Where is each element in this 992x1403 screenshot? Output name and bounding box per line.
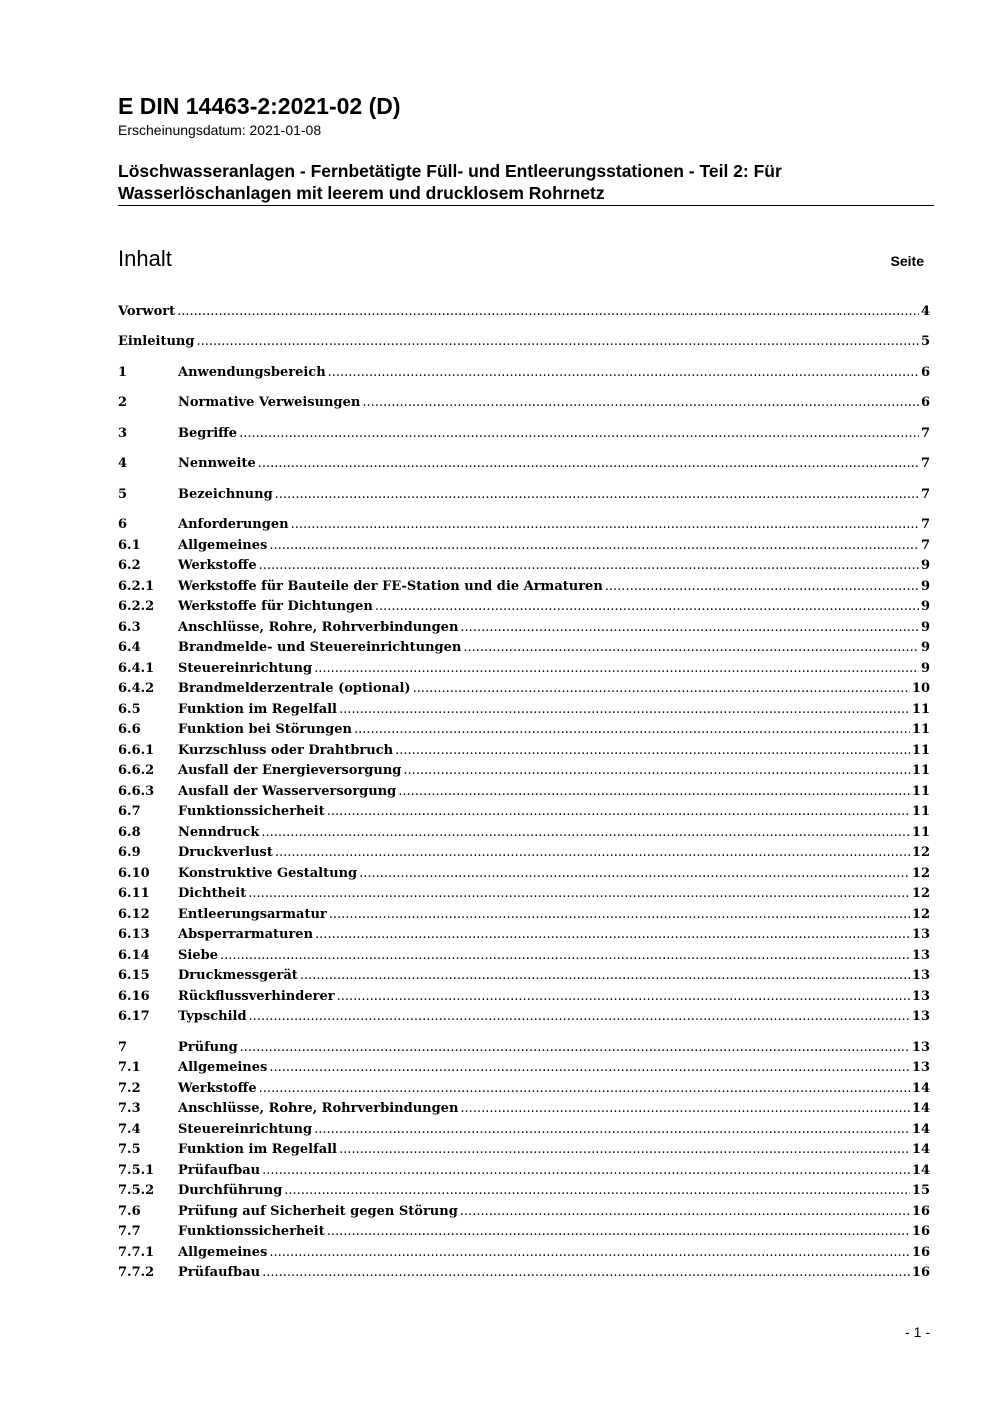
toc-entry-label: Prüfaufbau <box>178 1163 261 1178</box>
toc-entry-number: 7.6 <box>118 1204 141 1219</box>
toc-entry-number: 6.9 <box>118 845 141 860</box>
toc-dot-leader <box>300 966 910 986</box>
page-number: - 1 - <box>905 1324 930 1340</box>
toc-dot-leader <box>249 1007 910 1027</box>
toc-entry-number: 6 <box>118 517 128 532</box>
toc-dot-leader <box>314 659 919 679</box>
toc-dot-leader <box>398 782 910 802</box>
toc-entry-label: Ausfall der Wasserversorgung <box>178 784 397 799</box>
toc-entry[interactable] <box>118 1099 930 1119</box>
toc-entry-label: Prüfung auf Sicherheit gegen Störung <box>178 1204 458 1219</box>
toc-entry[interactable] <box>118 1058 930 1078</box>
toc-entry-page: 11 <box>911 825 930 840</box>
toc-dot-leader <box>460 1099 909 1119</box>
toc-dot-leader <box>262 1161 910 1181</box>
toc-entry-page: 15 <box>911 1183 930 1198</box>
toc-dot-leader <box>220 946 910 966</box>
toc-entry-number: 6.10 <box>118 866 150 881</box>
toc-entry[interactable] <box>118 1079 930 1099</box>
toc-entry-number: 6.6.2 <box>118 763 155 778</box>
toc-entry[interactable] <box>118 597 930 617</box>
toc-entry-page: 11 <box>911 722 930 737</box>
toc-dot-leader <box>248 884 910 904</box>
toc-entry-page: 4 <box>920 304 930 319</box>
toc-entry[interactable] <box>118 802 930 822</box>
toc-entry-page: 12 <box>911 907 930 922</box>
toc-entry-page: 6 <box>920 365 930 380</box>
toc-dot-leader <box>177 302 919 322</box>
toc-entry-number: 6.2.1 <box>118 579 155 594</box>
toc-entry[interactable] <box>118 843 930 863</box>
toc-entry-page: 11 <box>911 784 930 799</box>
toc-entry[interactable] <box>118 659 930 679</box>
toc-entry[interactable] <box>118 987 930 1007</box>
toc-entry-label: Siebe <box>178 948 218 963</box>
toc-dot-leader <box>262 1263 910 1283</box>
toc-entry-number: 6.5 <box>118 702 141 717</box>
toc-entry-label: Prüfaufbau <box>178 1265 261 1280</box>
toc-dot-leader <box>291 515 919 535</box>
toc-dot-leader <box>460 1202 910 1222</box>
toc-entry[interactable] <box>118 782 930 802</box>
toc-entry-page: 14 <box>911 1122 930 1137</box>
toc-dot-leader <box>239 424 919 444</box>
toc-dot-leader <box>284 1181 910 1201</box>
toc-entry-page: 11 <box>911 763 930 778</box>
toc-entry-number: 6.6.1 <box>118 743 155 758</box>
toc-entry[interactable] <box>118 720 930 740</box>
toc-entry-label: Konstruktive Gestaltung <box>178 866 358 881</box>
toc-entry-number: 6.6.3 <box>118 784 155 799</box>
toc-dot-leader <box>375 597 919 617</box>
toc-entry-number: 5 <box>118 487 128 502</box>
toc-entry-label: Funktion im Regelfall <box>178 1142 337 1157</box>
toc-entry-label: Werkstoffe <box>178 1081 257 1096</box>
toc-entry-label: Werkstoffe <box>178 558 257 573</box>
toc-entry[interactable] <box>118 905 930 925</box>
toc-entry-label: Druckmessgerät <box>178 968 298 983</box>
toc-entry[interactable] <box>118 741 930 761</box>
toc-page-column-header: Seite <box>890 253 924 269</box>
toc-entry-number: 6.4.1 <box>118 661 155 676</box>
toc-dot-leader <box>269 1058 910 1078</box>
toc-dot-leader <box>314 1120 910 1140</box>
toc-entry-label: Funktion im Regelfall <box>178 702 337 717</box>
toc-entry[interactable] <box>118 577 930 597</box>
toc-entry-number: 6.2 <box>118 558 141 573</box>
toc-entry[interactable] <box>118 864 930 884</box>
toc-dot-leader <box>403 761 910 781</box>
toc-entry-number: 6.16 <box>118 989 150 1004</box>
toc-entry-number: 2 <box>118 395 128 410</box>
toc-entry-page: 9 <box>920 599 930 614</box>
toc-entry[interactable] <box>118 1202 930 1222</box>
toc-entry[interactable] <box>118 946 930 966</box>
toc-entry[interactable] <box>118 454 930 474</box>
toc-entry[interactable] <box>118 302 930 322</box>
toc-entry-number: 7.3 <box>118 1101 141 1116</box>
toc-entry-number: 6.15 <box>118 968 150 983</box>
toc-entry-number: 6.12 <box>118 907 150 922</box>
toc-dot-leader <box>328 363 919 383</box>
toc-entry-number: 7.7.1 <box>118 1245 155 1260</box>
toc-entry-label: Werkstoffe für Dichtungen <box>178 599 373 614</box>
toc-entry-page: 13 <box>911 968 930 983</box>
toc-entry-number: 6.7 <box>118 804 141 819</box>
toc-entry-page: 9 <box>920 640 930 655</box>
toc-entry-number: 7.7 <box>118 1224 141 1239</box>
title-divider <box>118 205 934 206</box>
publication-date: Erscheinungsdatum: 2021-01-08 <box>118 122 322 138</box>
toc-entry-page: 9 <box>920 661 930 676</box>
toc-entry-number: 6.4.2 <box>118 681 155 696</box>
toc-entry-label: Durchführung <box>178 1183 283 1198</box>
toc-entry-label: Entleerungsarmatur <box>178 907 327 922</box>
toc-entry[interactable] <box>118 485 930 505</box>
toc-entry-number: 7.2 <box>118 1081 141 1096</box>
toc-entry[interactable] <box>118 1161 930 1181</box>
toc-dot-leader <box>460 618 919 638</box>
toc-entry-page: 11 <box>911 702 930 717</box>
toc-entry[interactable] <box>118 1263 930 1283</box>
toc-entry-number: 6.13 <box>118 927 150 942</box>
toc-entry-page: 6 <box>920 395 930 410</box>
toc-entry-number: 7.4 <box>118 1122 141 1137</box>
toc-dot-leader <box>463 638 919 658</box>
toc-entry-page: 14 <box>911 1081 930 1096</box>
toc-entry-label: Funktion bei Störungen <box>178 722 352 737</box>
toc-dot-leader <box>395 741 910 761</box>
toc-entry-number: 7.5.1 <box>118 1163 155 1178</box>
toc-entry[interactable] <box>118 700 930 720</box>
toc-heading: Inhalt <box>118 246 172 271</box>
toc-entry-number: 6.17 <box>118 1009 150 1024</box>
toc-entry-label: Anforderungen <box>178 517 289 532</box>
toc-dot-leader <box>259 556 919 576</box>
toc-dot-leader <box>196 332 919 352</box>
toc-entry-number: 6.14 <box>118 948 150 963</box>
toc-entry-label: Funktionssicherheit <box>178 804 325 819</box>
toc-entry-number: 6.4 <box>118 640 141 655</box>
toc-entry-number: 1 <box>118 365 128 380</box>
toc-entry[interactable] <box>118 393 930 413</box>
toc-entry-label: Allgemeines <box>178 538 268 553</box>
toc-entry-page: 12 <box>911 845 930 860</box>
toc-entry[interactable] <box>118 761 930 781</box>
toc-dot-leader <box>269 1243 910 1263</box>
toc-dot-leader <box>327 1222 910 1242</box>
toc-entry-label: Anwendungsbereich <box>178 365 326 380</box>
toc-dot-leader <box>269 536 919 556</box>
toc-entry[interactable] <box>118 966 930 986</box>
toc-dot-leader <box>315 925 910 945</box>
document-id: E DIN 14463-2:2021-02 (D) <box>118 93 401 119</box>
toc-entry-page: 7 <box>920 456 930 471</box>
toc-entry[interactable] <box>118 884 930 904</box>
toc-entry-page: 7 <box>920 538 930 553</box>
toc-entry-page: 9 <box>920 579 930 594</box>
toc-entry-label: Einleitung <box>118 334 195 349</box>
toc-entry-number: 6.3 <box>118 620 141 635</box>
toc-entry[interactable] <box>118 424 930 444</box>
toc-dot-leader <box>240 1038 910 1058</box>
toc-entry-page: 13 <box>911 1040 930 1055</box>
toc-entry-label: Prüfung <box>178 1040 238 1055</box>
toc-entry-page: 13 <box>911 927 930 942</box>
toc-entry-label: Brandmelde- und Steuereinrichtungen <box>178 640 462 655</box>
toc-entry-label: Nennweite <box>178 456 256 471</box>
toc-entry-page: 12 <box>911 886 930 901</box>
toc-entry[interactable] <box>118 1038 930 1058</box>
toc-entry-number: 7.5.2 <box>118 1183 155 1198</box>
toc-entry-label: Dichtheit <box>178 886 247 901</box>
toc-entry-label: Druckverlust <box>178 845 273 860</box>
toc-entry-page: 13 <box>911 1009 930 1024</box>
toc-dot-leader <box>258 454 919 474</box>
toc-entry-page: 9 <box>920 620 930 635</box>
toc-entry-label: Anschlüsse, Rohre, Rohrverbindungen <box>178 620 459 635</box>
toc-entry[interactable] <box>118 515 930 535</box>
toc-entry-number: 6.8 <box>118 825 141 840</box>
toc-entry-page: 5 <box>920 334 930 349</box>
document-title: Löschwasseranlagen - Fernbetätigte Füll- und Entleerungsstationen - Teil 2: Für Wasserlöschanlagen mit leerem und drucklosem Rohrnetz <box>118 161 782 203</box>
toc-entry-label: Absperrarmaturen <box>178 927 314 942</box>
toc-entry-number: 3 <box>118 426 128 441</box>
toc-entry-number: 7.5 <box>118 1142 141 1157</box>
toc-entry-number: 6.6 <box>118 722 141 737</box>
toc-entry-label: Funktionssicherheit <box>178 1224 325 1239</box>
toc-entry[interactable] <box>118 823 930 843</box>
toc-dot-leader <box>339 1140 910 1160</box>
toc-dot-leader <box>275 485 919 505</box>
toc-dot-leader <box>362 393 919 413</box>
toc-entry-label: Brandmelderzentrale (optional) <box>178 681 411 696</box>
toc-entry-number: 7.7.2 <box>118 1265 155 1280</box>
toc-entry-page: 9 <box>920 558 930 573</box>
toc-entry-label: Vorwort <box>118 304 176 319</box>
toc-entry-label: Nenndruck <box>178 825 260 840</box>
toc-entry-label: Anschlüsse, Rohre, Rohrverbindungen <box>178 1101 459 1116</box>
toc-entry-page: 14 <box>911 1142 930 1157</box>
toc-entry-label: Bezeichnung <box>178 487 273 502</box>
toc-entry-page: 13 <box>911 948 930 963</box>
toc-entry-page: 11 <box>911 804 930 819</box>
toc-entry-page: 14 <box>911 1163 930 1178</box>
toc-entry[interactable] <box>118 679 930 699</box>
toc-entry-number: 7.1 <box>118 1060 141 1075</box>
toc-entry[interactable] <box>118 1181 930 1201</box>
toc-dot-leader <box>327 802 910 822</box>
toc-entry-number: 4 <box>118 456 128 471</box>
toc-entry-label: Normative Verweisungen <box>178 395 361 410</box>
toc-dot-leader <box>275 843 910 863</box>
toc-entry-label: Allgemeines <box>178 1060 268 1075</box>
toc-dot-leader <box>261 823 910 843</box>
toc-entry[interactable] <box>118 1243 930 1263</box>
toc-entry-page: 10 <box>911 681 930 696</box>
toc-entry-label: Begriffe <box>178 426 238 441</box>
toc-dot-leader <box>259 1079 910 1099</box>
toc-entry[interactable] <box>118 618 930 638</box>
toc-entry-label: Steuereinrichtung <box>178 1122 313 1137</box>
toc-entry[interactable] <box>118 638 930 658</box>
toc-entry-page: 16 <box>911 1245 930 1260</box>
toc-entry[interactable] <box>118 1120 930 1140</box>
toc-entry[interactable] <box>118 925 930 945</box>
toc-entry-label: Werkstoffe für Bauteile der FE-Station und die Armaturen <box>178 579 603 594</box>
toc-entry-label: Steuereinrichtung <box>178 661 313 676</box>
toc-entry-page: 14 <box>911 1101 930 1116</box>
toc-dot-leader <box>339 700 910 720</box>
toc-entry-label: Allgemeines <box>178 1245 268 1260</box>
toc-entry[interactable] <box>118 536 930 556</box>
toc-entry-page: 11 <box>911 743 930 758</box>
toc-entry-label: Ausfall der Energieversorgung <box>178 763 402 778</box>
toc-dot-leader <box>359 864 910 884</box>
toc-entry[interactable] <box>118 556 930 576</box>
toc-dot-leader <box>354 720 910 740</box>
toc-entry[interactable] <box>118 363 930 383</box>
toc-entry-page: 16 <box>911 1265 930 1280</box>
toc-entry-page: 16 <box>911 1224 930 1239</box>
toc-entry-label: Rückflussverhinderer <box>178 989 335 1004</box>
toc-dot-leader <box>337 987 910 1007</box>
toc-entry[interactable] <box>118 1222 930 1242</box>
toc-entry-page: 16 <box>911 1204 930 1219</box>
toc-entry[interactable] <box>118 1140 930 1160</box>
toc-entry-page: 7 <box>920 517 930 532</box>
toc-entry-number: 6.11 <box>118 886 150 901</box>
toc-entry-number: 6.2.2 <box>118 599 155 614</box>
toc-entry-page: 7 <box>920 487 930 502</box>
toc-entry-label: Typschild <box>178 1009 247 1024</box>
toc-entry-page: 12 <box>911 866 930 881</box>
toc-entry[interactable] <box>118 332 930 352</box>
toc-entry-page: 13 <box>911 989 930 1004</box>
toc-entry-number: 7 <box>118 1040 128 1055</box>
toc-entry-label: Kurzschluss oder Drahtbruch <box>178 743 394 758</box>
toc-entry-page: 13 <box>911 1060 930 1075</box>
toc-entry-number: 6.1 <box>118 538 141 553</box>
toc-entry-page: 7 <box>920 426 930 441</box>
toc-dot-leader <box>605 577 919 597</box>
toc-dot-leader <box>413 679 910 699</box>
toc-entry[interactable] <box>118 1007 930 1027</box>
toc-dot-leader <box>329 905 910 925</box>
